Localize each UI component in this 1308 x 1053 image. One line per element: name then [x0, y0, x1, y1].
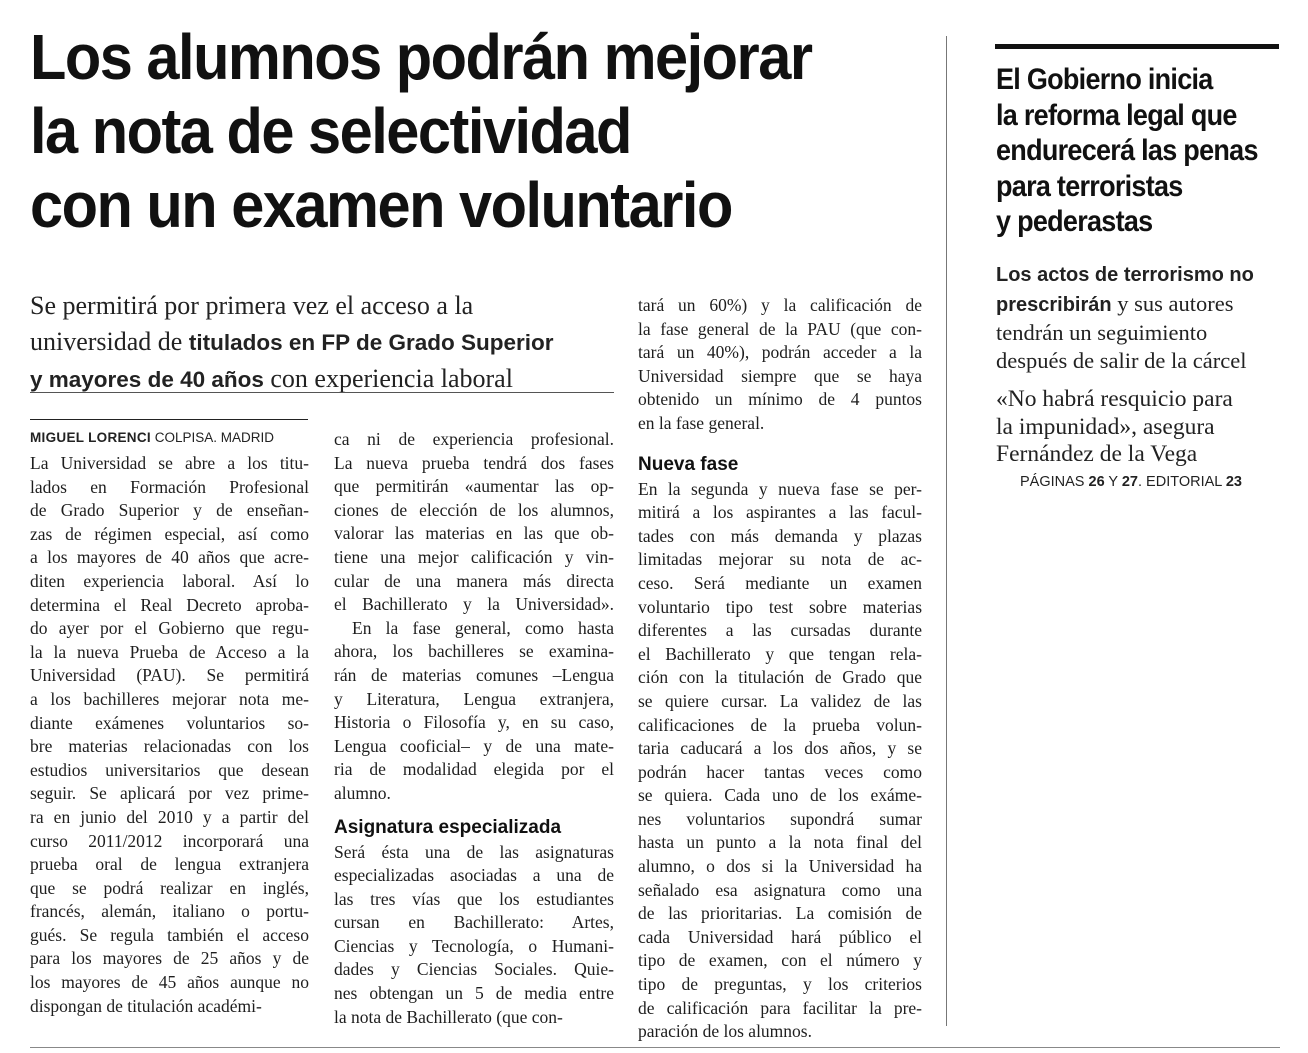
body-text-line: paración de los alumnos. [638, 1021, 812, 1042]
body-text-line: que se podrá realizar en inglés, [30, 877, 309, 898]
body-text-line: ción con la titulación de Grado que [638, 667, 922, 688]
article-column-1 [30, 452, 309, 1018]
body-text-line: que permitirán «aumentar las op- [334, 476, 614, 497]
body-text-line: Lengua cooficial– y de una mate- [334, 735, 614, 756]
headline-line: la nota de selectividad [30, 95, 631, 167]
body-text-line: ceso. Será mediante un examen [638, 572, 922, 593]
sidebar-headline-line: endurecerá las penas [996, 134, 1258, 167]
body-text-line: cada Universidad hará público el [638, 926, 922, 947]
body-text-line: La Universidad se abre a los titu- [30, 453, 309, 473]
sidebar-subtitle-text: y sus autores [1111, 290, 1234, 316]
body-text-line: tipo de preguntas, y los criterios [638, 974, 922, 995]
body-text-line: nes voluntarios supondrá sumar [638, 808, 922, 829]
sidebar-headline-line: El Gobierno inicia [996, 63, 1213, 96]
body-text-line: tará un 60%) y la calificación de [638, 295, 922, 315]
article-column-3 [638, 294, 922, 1044]
body-text-line: cular de una manera más directa [334, 570, 614, 591]
body-text-line: Será ésta una de las asignaturas [334, 841, 614, 862]
body-text-line: tades con más demanda y plazas [638, 525, 922, 546]
body-text-line: prueba oral de lengua extranjera [30, 854, 309, 875]
sidebar-headline-line: la reforma legal que [996, 98, 1237, 132]
body-text-line: limitadas mejorar su nota de ac- [638, 549, 922, 570]
body-text-line: tiene una mejor calificación y vin- [334, 546, 614, 567]
reference-connector: Y [1104, 474, 1122, 490]
body-text-line: dades y Ciencias Sociales. Quie- [334, 959, 614, 980]
column-2-body [334, 841, 614, 1030]
body-text-line: francés, alemán, italiano o portu- [30, 901, 309, 922]
sidebar-page-reference [1020, 474, 1242, 490]
body-text-line: alumno. [334, 782, 391, 803]
article-deck [30, 288, 630, 398]
sidebar-quote-line: Fernández de la Vega [996, 441, 1198, 467]
body-text-line: Historia o Filosofía y, en su caso, [334, 712, 614, 733]
body-text-line: dispongan de titulación académi- [30, 995, 262, 1016]
body-text-line: ahora, los bachilleres se examina- [334, 641, 614, 662]
byline-divider [30, 419, 308, 420]
sidebar-top-rule [995, 44, 1279, 49]
body-text-line: se quiere cursar. La validez de las [638, 690, 922, 711]
body-text-line: Universidad siempre que se haya [638, 365, 922, 386]
body-text-line: de Grado Superior y de enseñan- [30, 500, 309, 521]
body-text-line: a los bachilleres mejorar nota me- [30, 688, 309, 709]
body-text-line: nes obtengan un 5 de media entre [334, 983, 614, 1004]
deck-line: Se permitirá por primera vez el acceso a la [30, 291, 474, 320]
body-text-line: bre materias relacionadas con los [30, 736, 309, 757]
body-text-line: ca ni de experiencia profesional. [334, 429, 614, 449]
body-text-line: los mayores de 45 años aunque no [30, 972, 309, 993]
reference-page-1: 26 [1088, 474, 1105, 490]
body-text-line: la la nueva Prueba de Acceso a la [30, 641, 309, 662]
body-text-line: y Literatura, Lengua extranjera, [334, 688, 614, 709]
body-text-line: seguir. Se aplicará por vez prime- [30, 783, 309, 804]
body-text-line: estudios universitarios que desean [30, 759, 309, 780]
body-text-line: señalado esa asignatura como una [638, 879, 922, 900]
byline-author: MIGUEL LORENCI [30, 430, 151, 445]
reference-editorial-page: 23 [1225, 474, 1242, 490]
headline-line: con un examen voluntario [30, 169, 732, 241]
page-bottom-rule [30, 1047, 1280, 1048]
body-text-line: curso 2011/2012 incorporará una [30, 830, 309, 851]
body-text-line: rán de materias comunes –Lengua [334, 664, 614, 685]
body-text-line: de las prioritarias. La comisión de [638, 903, 922, 924]
body-text-line: En la segunda y nueva fase se per- [638, 478, 922, 499]
sidebar-quote-line: «No habrá resquicio para [996, 386, 1233, 412]
deck-text: con experiencia laboral [263, 364, 513, 393]
body-text-line: la fase general de la PAU (que con- [638, 318, 922, 339]
body-text-line: cursan en Bachillerato: Artes, [334, 912, 614, 933]
deck-divider [30, 392, 614, 393]
body-text-line: valorar las materias en las que ob- [334, 523, 614, 544]
body-text-line: alumno, o dos si la Universidad ha [638, 856, 922, 877]
body-text-line: hasta un punto a la nota final del [638, 832, 922, 853]
reference-page-2: 27 [1121, 474, 1138, 490]
body-text-line: obtenido un mínimo de 4 puntos [638, 389, 922, 410]
sidebar-quote [996, 386, 1286, 469]
body-text-line: gués. Se regula también el acceso [30, 924, 309, 945]
column-divider [946, 36, 947, 1026]
body-text-line: Universidad (PAU). Se permitirá [30, 665, 309, 686]
deck-line [30, 324, 630, 361]
body-text-line: En la fase general, como hasta [352, 617, 614, 638]
sidebar-subtitle-text: después de salir de la cárcel [996, 347, 1247, 373]
body-text-line: especializadas asociadas a una de [334, 865, 614, 886]
sidebar-subtitle [996, 260, 1286, 374]
body-text-line: de calificación para facilitar la pre- [638, 997, 922, 1018]
body-text-line: calificaciones de la prueba volun- [638, 714, 922, 735]
body-text-line: tipo de examen, con el número y [638, 950, 922, 971]
reference-editorial-label: . EDITORIAL [1138, 474, 1226, 490]
article-column-2 [334, 428, 614, 1029]
sidebar-quote-line: la impunidad», asegura [996, 413, 1215, 440]
body-text-line: lados en Formación Profesional [30, 476, 309, 497]
article-headline [30, 20, 867, 242]
body-text-line: para los mayores de 25 años y de [30, 948, 309, 969]
body-text-line: el Bachillerato y la Universidad». [334, 594, 614, 615]
sidebar-headline [996, 62, 1266, 240]
subhead-asignatura-especializada: Asignatura especializada [334, 816, 562, 838]
body-text-line: mitirá a los aspirantes a las facul- [638, 502, 922, 523]
sidebar-headline-line: para terroristas [996, 169, 1183, 203]
reference-prefix: PÁGINAS [1020, 474, 1089, 490]
body-text-line: taria caducará a los dos años, y se [638, 738, 922, 759]
subhead-nueva-fase: Nueva fase [638, 453, 739, 475]
body-text-line: determina el Real Decreto aproba- [30, 594, 309, 615]
byline-agency: COLPISA. MADRID [150, 430, 274, 445]
body-text-line: las tres vías que los estudiantes [334, 888, 614, 909]
body-text-line: La nueva prueba tendrá dos fases [334, 452, 614, 473]
body-text-line: diferentes a las cursadas durante [638, 620, 922, 641]
deck-highlight: titulados en FP de Grado Superior [188, 330, 554, 355]
body-text-line: tará un 40%), podrán acceder a la [638, 342, 922, 363]
body-text-line: voluntario tipo test sobre materias [638, 596, 922, 617]
body-text-line: el Bachillerato y que tengan rela- [638, 643, 922, 664]
body-text-line: diten experiencia laboral. Así lo [30, 570, 309, 591]
column-3-intro [638, 294, 922, 436]
body-text-line: ria de modalidad elegida por el [334, 759, 614, 780]
article-byline [30, 430, 274, 445]
body-text-line: podrán hacer tantas veces como [638, 761, 922, 782]
deck-text: universidad de [30, 327, 189, 356]
body-text-line: do ayer por el Gobierno que regu- [30, 618, 309, 639]
column-3-body [638, 478, 922, 1044]
sidebar-subtitle-bold: Los actos de terrorismo no [996, 264, 1254, 286]
headline-line: Los alumnos podrán mejorar [30, 21, 812, 93]
body-text-line: se quiera. Cada uno de los exáme- [638, 785, 922, 806]
column-2-intro [334, 428, 614, 806]
sidebar-subtitle-text: tendrán un seguimiento [996, 320, 1208, 345]
body-text-line: Ciencias y Tecnología, o Humani- [334, 935, 614, 956]
sidebar-subtitle-bold: prescribirán [996, 293, 1112, 316]
sidebar-headline-line: y pederastas [996, 205, 1153, 238]
body-text-line: la nota de Bachillerato (que con- [334, 1006, 563, 1027]
deck-highlight: y mayores de 40 años [30, 367, 264, 392]
body-text-line: ciones de elección de los alumnos, [334, 499, 614, 520]
body-text-line: en la fase general. [638, 412, 765, 433]
body-text-line: zas de régimen especial, así como [30, 523, 309, 544]
body-text-line: a los mayores de 40 años que acre- [30, 547, 309, 568]
body-text-line: diante exámenes voluntarios so- [30, 712, 309, 733]
body-text-line: ra en junio del 2010 y a partir del [30, 806, 309, 827]
